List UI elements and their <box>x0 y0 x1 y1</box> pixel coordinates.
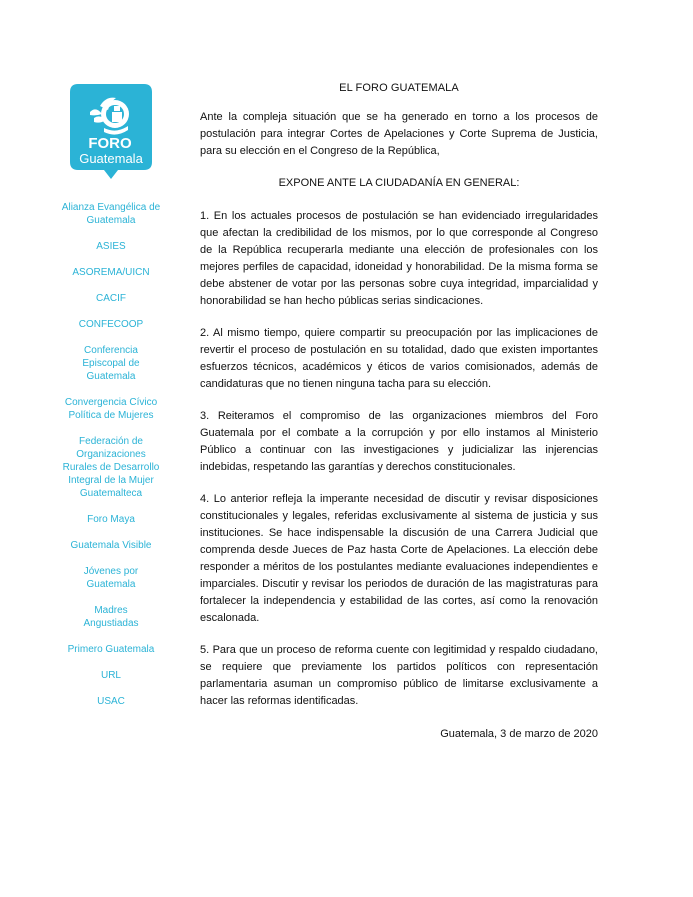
org-item: USAC <box>97 696 125 707</box>
org-item: ASOREMA/UICN <box>72 267 150 278</box>
org-item: Primero Guatemala <box>67 644 155 655</box>
document-title: EL FORO GUATEMALA <box>339 82 459 94</box>
document-date: Guatemala, 3 de marzo de 2020 <box>440 728 598 740</box>
intro-paragraph: Ante la compleja situación que se ha generado en torno a los procesos de postulación para integrar Cortes de Apelaciones y Corte Suprema de Justicia, para su elección en el Congreso de la República, <box>200 111 598 157</box>
org-item: Madres Angustiadas <box>83 605 139 629</box>
foro-guatemala-logo <box>70 84 152 179</box>
org-item: Conferencia Episcopal de Guatemala <box>82 345 140 382</box>
document-subtitle: EXPONE ANTE LA CIUDADANÍA EN GENERAL: <box>278 177 520 189</box>
org-item: Jóvenes por Guatemala <box>83 566 139 590</box>
point-paragraph: 4. Lo anterior refleja la imperante necesidad de discutir y revisar disposiciones constitucionales y legales, referidas exclusivamente al sistema de justicia y sus instituciones. Se hace indispensable la discusión de una Carrera Judicial que comprenda desde Jueces de Paz hasta Corte de Apelaciones. La elección debe responder a méritos de los postulantes mediante evaluaciones independientes e imparciales. Discutir y revisar los periodos de duración de las magistraturas para fortalecer la independencia y estabilidad de las cortes, así como la renovación escalonada. <box>200 493 598 624</box>
org-item: URL <box>100 670 121 681</box>
statement-body <box>200 80 598 743</box>
org-item: Convergencia Cívico Política de Mujeres <box>64 397 158 421</box>
member-organizations-list <box>55 201 167 721</box>
point-paragraph: 1. En los actuales procesos de postulación se han evidenciado irregularidades que afectan la credibilidad de los mismos, por lo que corresponde al Congreso de la República recuperarla mediante una elección de profesionales con los mejores perfiles de capacidad, idoneidad y honorabilidad. De la misma forma se debe abstener de votar por las personas sobre cuya integridad, imparcialidad y honorabilidad se han hecho públicas serias sindicaciones. <box>200 210 598 307</box>
org-item: Alianza Evangélica de Guatemala <box>61 202 161 226</box>
org-item: CACIF <box>96 293 126 304</box>
org-item: Guatemala Visible <box>70 540 152 551</box>
org-item: Foro Maya <box>87 514 135 525</box>
point-paragraph: 3. Reiteramos el compromiso de las organizaciones miembros del Foro Guatemala por el combate a la corrupción y por ello instamos al Ministerio Público a continuar con las investigaciones y judicializar las injerencias indebidas, respetando las garantías y derechos constitucionales. <box>200 410 598 473</box>
org-item: ASIES <box>96 241 126 252</box>
point-paragraph: 5. Para que un proceso de reforma cuente con legitimidad y respaldo ciudadano, se requiere que previamente los partidos políticos con representación parlamentaria asuman un compromiso público de limitarse exclusivamente a hacer las reformas identificadas. <box>200 644 598 707</box>
logo-word-1: FORO <box>88 135 132 152</box>
logo-word-2: Guatemala <box>79 151 143 166</box>
org-item: Federación de Organizaciones Rurales de Desarrollo Integral de la Mujer Guatemalteca <box>62 436 160 499</box>
logo-shape <box>70 84 152 179</box>
point-paragraph: 2. Al mismo tiempo, quiere compartir su preocupación por las implicaciones de revertir el proceso de postulación en su totalidad, dado que existen importantes esfuerzos técnicos, académicos y éticos de varios comisionados, además de candidaturas que no tienen ninguna tacha para su elección. <box>200 327 598 390</box>
org-item: CONFECOOP <box>78 319 144 330</box>
